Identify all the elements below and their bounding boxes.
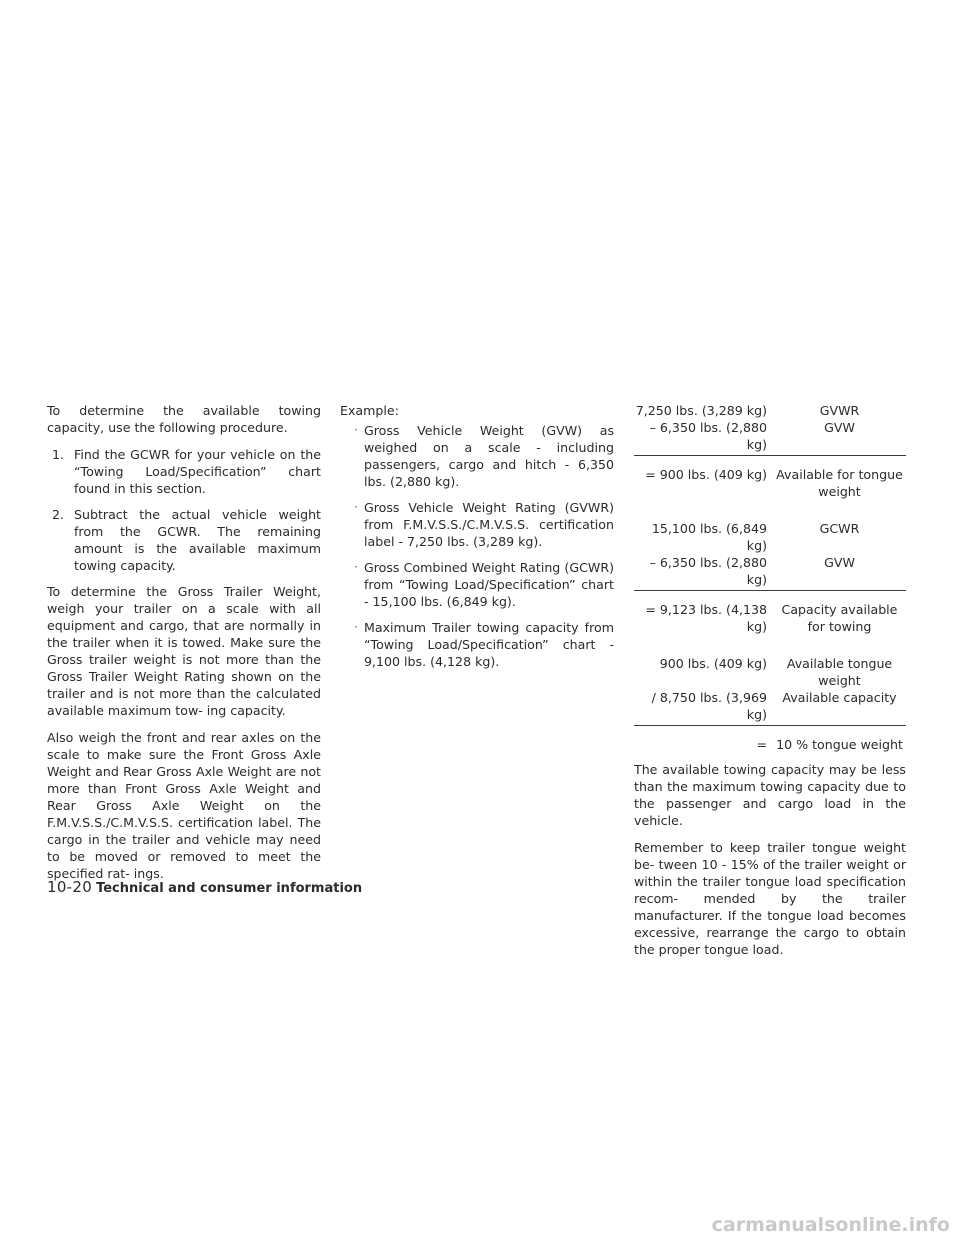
calc-value: = [756,737,767,752]
calc-row [634,402,906,419]
intro-paragraph: To determine the available towing capacity, use the following procedure. [47,403,321,435]
calc-row [634,689,906,726]
capacity-note-paragraph: The available towing capacity may be less than the maximum towing capacity due to the passenger and cargo load in the vehicle. [634,762,906,828]
bullet-icon: · [354,619,359,634]
step-text: Subtract the actual vehicle weight from the GCWR. The remaining amount is the available maximum towing capacity. [74,507,321,573]
calc-label: Capacity available for towing [781,602,898,634]
calc-label: 10 % tongue weight [776,737,903,752]
example-bullets [340,422,614,670]
calc-row [634,601,906,635]
bullet-text: Gross Combined Weight Rating (GCWR) from “Towing Load/Specification” chart - 15,100 lbs. (6,849 kg). [364,560,614,609]
calc-label: Available capacity [782,690,897,705]
list-item [47,506,321,574]
calc-row [634,655,906,689]
calc-label: Available for tongue weight [776,467,903,499]
calc-row [634,520,906,554]
page-number: 10-20 [47,878,93,896]
calc-value: 900 lbs. (409 kg) [659,656,767,671]
procedure-steps [47,446,321,574]
bullet-icon: · [354,559,359,574]
calc-label: GVWR [819,403,860,418]
bullet-text: Gross Vehicle Weight (GVW) as weighed on a scale - including passengers, cargo and hitch - 6,350 lbs. (2,880 kg). [364,423,614,489]
calculation-table [634,402,906,753]
calc-label: GVW [824,555,855,570]
calc-value: 15,100 lbs. (6,849 kg) [651,521,767,553]
bullet-icon: · [354,499,359,514]
step-text: Find the GCWR for your vehicle on the “Towing Load/Specification” chart found in this section. [74,447,321,496]
bullet-text: Gross Vehicle Weight Rating (GVWR) from F.M.V.S.S./C.M.V.S.S. certification label - 7,250 lbs. (3,289 kg). [364,500,614,549]
bullet-text: Maximum Trailer towing capacity from “Towing Load/Specification” chart - 9,100 lbs. (4,128 kg). [364,620,614,669]
gross-trailer-weight-paragraph: To determine the Gross Trailer Weight, weigh your trailer on a scale with all equipment and cargo, that are normally in the trailer when it is towed. Make sure the Gross trailer weight is not more than the Gross Trailer Weight Rating shown on the trailer and is not more than the calculated available maximum tow- ing capacity. [47,584,321,718]
page-footer [47,878,362,896]
watermark: carmanualsonline.info [711,1214,950,1236]
calc-row [634,466,906,500]
bullet-icon: · [354,422,359,437]
calc-label: GCWR [819,521,860,536]
step-number: 1. [52,447,65,462]
list-item [340,422,614,490]
calc-label: GVW [824,420,855,435]
calc-value: 7,250 lbs. (3,289 kg) [635,403,767,418]
calc-value: = 900 lbs. (409 kg) [645,467,767,482]
calc-row [634,419,906,456]
calc-label: Available tongue weight [786,656,893,688]
calc-value: / 8,750 lbs. (3,969 kg) [651,690,767,722]
axle-weight-paragraph: Also weigh the front and rear axles on the scale to make sure the Front Gross Axle Weight and Rear Gross Axle Weight are not more than Front Gross Axle Weight and Rear Gross Axle Weight on the F.M.V.S.S./C.M.V.S.S. certification label. The cargo in the trailer and vehicle may need to be moved or removed to meet the specified rat- ings. [47,730,321,881]
column-middle [340,402,614,679]
section-title: Technical and consumer information [96,881,363,896]
list-item [47,446,321,497]
calc-value: – 6,350 lbs. (2,880 kg) [649,555,767,587]
calc-row [634,554,906,591]
list-item [340,559,614,610]
calc-row [634,736,906,753]
list-item [340,619,614,670]
example-label: Example: [340,403,399,418]
list-item [340,499,614,550]
column-right [634,402,906,968]
tongue-weight-paragraph: Remember to keep trailer tongue weight be- tween 10 - 15% of the trailer weight or within the trailer tongue load specification recom- mended by the trailer manufacturer. If the tongue load becomes excessive, rearrange the cargo to obtain the proper tongue load. [634,840,906,957]
step-number: 2. [52,507,65,522]
calc-value: – 6,350 lbs. (2,880 kg) [649,420,767,452]
calc-value: = 9,123 lbs. (4,138 kg) [645,602,767,634]
column-left [47,402,321,892]
